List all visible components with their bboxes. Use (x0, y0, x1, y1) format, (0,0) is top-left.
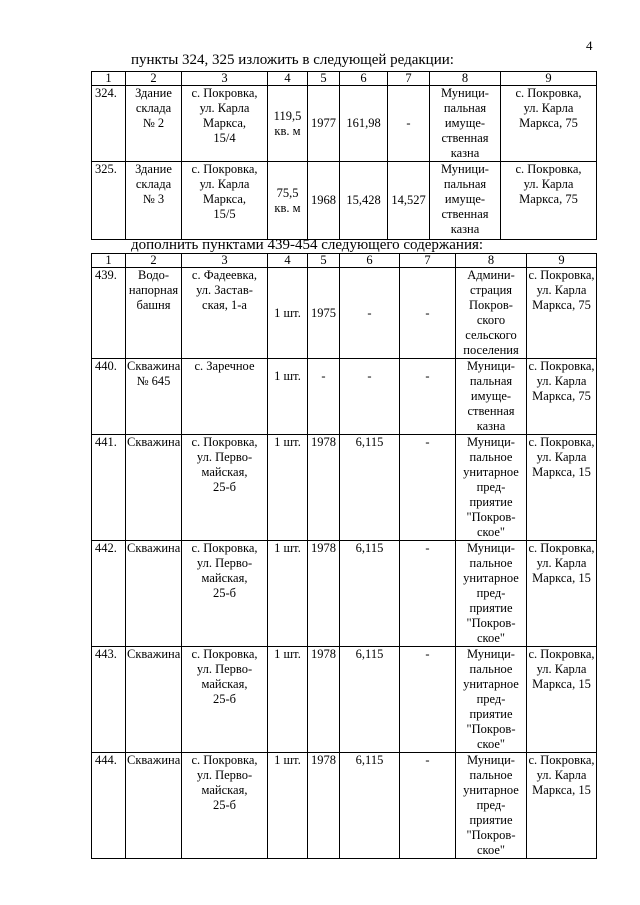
table-row (92, 753, 597, 859)
holder-name-line: ское" (476, 843, 506, 857)
holder-name-line: пред- (476, 798, 506, 812)
object-name (126, 753, 182, 859)
object-name-line: Здание (135, 86, 172, 100)
object-address-line: майская, (201, 465, 248, 479)
column-number: 7 (400, 254, 456, 268)
holder-name-line: ственная (467, 404, 515, 418)
holder-address-line: с. Покровка, (528, 541, 595, 555)
holder-name-line: имуще- (444, 192, 486, 206)
value-col6: 6,115 (340, 541, 400, 647)
holder-name-line: Муници- (467, 647, 515, 661)
holder-name (456, 435, 527, 541)
holder-name-line: страция (469, 283, 513, 297)
object-address-line: с. Заречное (194, 359, 255, 373)
value-col7: - (388, 86, 430, 162)
value-col7: - (400, 541, 456, 647)
holder-name-line: "Покров- (466, 828, 516, 842)
column-number: 1 (92, 72, 126, 86)
quantity (268, 753, 308, 859)
holder-address-line: с. Покровка, (528, 359, 595, 373)
holder-address (527, 268, 597, 359)
holder-address (527, 753, 597, 859)
holder-address (527, 541, 597, 647)
value-col6: - (340, 268, 400, 359)
holder-name-line: ственная (441, 207, 489, 221)
object-address-line: ул. Перво- (196, 768, 253, 782)
table-row (92, 86, 597, 162)
column-number: 7 (388, 72, 430, 86)
table-row (92, 541, 597, 647)
object-name (126, 359, 182, 435)
quantity (268, 86, 308, 162)
holder-name-line: пред- (476, 586, 506, 600)
table-row (92, 647, 597, 753)
holder-name-line: приятие (469, 707, 513, 721)
holder-name-line: Админи- (467, 268, 515, 282)
object-name (126, 435, 182, 541)
quantity (268, 359, 308, 435)
holder-name (456, 541, 527, 647)
holder-name-line: имуще- (470, 389, 512, 403)
quantity-line: 1 шт. (274, 541, 301, 555)
holder-address-line: с. Покровка, (528, 647, 595, 661)
year: 1978 (308, 541, 340, 647)
holder-address-line: ул. Карла (536, 283, 587, 297)
section2-table (91, 253, 597, 859)
holder-name-line: ское" (476, 737, 506, 751)
object-address (182, 753, 268, 859)
object-name-line: Скважина (127, 541, 181, 555)
holder-name-line: "Покров- (466, 616, 516, 630)
year: 1978 (308, 435, 340, 541)
object-address-line: 15/5 (213, 207, 236, 221)
column-number: 4 (268, 254, 308, 268)
object-address-line: майская, (201, 571, 248, 585)
holder-name-line: пальное (469, 450, 513, 464)
holder-address-line: с. Покровка, (528, 753, 595, 767)
holder-name-line: унитарное (463, 465, 519, 479)
holder-name-line: ского (476, 313, 506, 327)
holder-name (456, 753, 527, 859)
holder-address (527, 647, 597, 753)
object-address-line: ул. Перво- (196, 556, 253, 570)
object-name-line: № 3 (142, 192, 165, 206)
column-number: 6 (340, 254, 400, 268)
object-name-line: башня (136, 298, 171, 312)
object-address-line: 25-б (212, 586, 237, 600)
quantity (268, 268, 308, 359)
object-address (182, 541, 268, 647)
holder-name-line: Муници- (441, 86, 489, 100)
holder-address-line: Маркса, 15 (532, 677, 591, 691)
object-name-line: напорная (128, 283, 179, 297)
value-col7: - (400, 435, 456, 541)
holder-name-line: приятие (469, 495, 513, 509)
holder-address (527, 435, 597, 541)
holder-address-line: ул. Карла (536, 374, 587, 388)
table-row (92, 162, 597, 240)
year: 1968 (308, 162, 340, 240)
holder-name (456, 268, 527, 359)
quantity-line: кв. м (274, 200, 301, 215)
year: 1978 (308, 753, 340, 859)
holder-name-line: пальное (469, 662, 513, 676)
year: 1978 (308, 647, 340, 753)
holder-name-line: пальная (443, 101, 487, 115)
object-name-line: склада (135, 101, 172, 115)
holder-name (456, 647, 527, 753)
page-number: 4 (586, 38, 593, 53)
value-col6: 161,98 (340, 86, 388, 162)
holder-address-line: Маркса, 75 (532, 298, 591, 312)
holder-name-line: ственная (441, 131, 489, 145)
holder-address-line: с. Покровка, (528, 268, 595, 282)
value-col7: - (400, 359, 456, 435)
holder-name-line: пред- (476, 480, 506, 494)
holder-address-line: Маркса, 75 (519, 116, 578, 130)
holder-name-line: приятие (469, 813, 513, 827)
holder-name-line: казна (450, 222, 480, 236)
quantity-line: 75,5 (276, 185, 299, 200)
holder-name-line: пальная (443, 177, 487, 191)
object-name-line: склада (135, 177, 172, 191)
object-address-line: ская, 1-а (202, 298, 247, 312)
table-row (92, 268, 597, 359)
section2-heading: дополнить пунктами 439-454 следующего содержания: (131, 237, 484, 253)
object-address (182, 86, 268, 162)
object-name (126, 541, 182, 647)
holder-address-line: Маркса, 15 (532, 571, 591, 585)
object-address-line: с. Покровка, (191, 647, 258, 661)
holder-name-line: казна (476, 419, 506, 433)
object-address-line: ул. Карла (199, 177, 250, 191)
value-col7: 14,527 (388, 162, 430, 240)
quantity (268, 541, 308, 647)
object-address-line: 15/4 (213, 131, 236, 145)
object-address-line: с. Фадеевка, (191, 268, 258, 282)
row-number: 325. (92, 162, 126, 240)
object-name-line: Скважина (127, 435, 181, 449)
holder-name-line: унитарное (463, 677, 519, 691)
object-address-line: с. Покровка, (191, 753, 258, 767)
holder-name-line: сельского (465, 328, 517, 342)
holder-name-line: пред- (476, 692, 506, 706)
column-number: 9 (527, 254, 597, 268)
holder-address-line: Маркса, 75 (519, 192, 578, 206)
row-number: 444. (92, 753, 126, 859)
holder-name-line: унитарное (463, 783, 519, 797)
value-col6: 6,115 (340, 753, 400, 859)
row-number: 443. (92, 647, 126, 753)
year: - (308, 359, 340, 435)
holder-name-line: имуще- (444, 116, 486, 130)
holder-name-line: пальная (469, 374, 513, 388)
object-address-line: с. Покровка, (191, 435, 258, 449)
quantity-line: 1 шт. (274, 369, 301, 383)
value-col7: - (400, 753, 456, 859)
value-col6: - (340, 359, 400, 435)
object-address-line: с. Покровка, (191, 162, 258, 176)
object-address-line: с. Покровка, (191, 541, 258, 555)
row-number: 440. (92, 359, 126, 435)
holder-address-line: ул. Карла (536, 768, 587, 782)
column-number: 3 (182, 254, 268, 268)
holder-address-line: с. Покровка, (515, 162, 582, 176)
year: 1975 (308, 268, 340, 359)
object-address-line: Маркса, (202, 116, 247, 130)
value-col6: 6,115 (340, 435, 400, 541)
object-address-line: 25-б (212, 692, 237, 706)
object-address (182, 359, 268, 435)
column-number: 2 (126, 254, 182, 268)
column-number: 8 (456, 254, 527, 268)
holder-name-line: поселения (463, 343, 519, 357)
holder-name-line: казна (450, 146, 480, 160)
holder-address-line: Маркса, 15 (532, 783, 591, 797)
column-number: 1 (92, 254, 126, 268)
quantity (268, 647, 308, 753)
holder-name-line: ское" (476, 525, 506, 539)
object-address-line: ул. Перво- (196, 662, 253, 676)
object-address-line: ул. Застав- (196, 283, 253, 297)
holder-name-line: Муници- (467, 435, 515, 449)
holder-address-line: ул. Карла (523, 177, 574, 191)
object-address-line: Маркса, (202, 192, 247, 206)
holder-address-line: с. Покровка, (515, 86, 582, 100)
holder-name-line: пальное (469, 556, 513, 570)
holder-address-line: ул. Карла (536, 556, 587, 570)
object-name (126, 647, 182, 753)
holder-address-line: ул. Карла (523, 101, 574, 115)
quantity (268, 162, 308, 240)
holder-name-line: пальное (469, 768, 513, 782)
table-row (92, 359, 597, 435)
holder-name-line: Покров- (469, 298, 513, 312)
object-name-line: Скважина (127, 359, 181, 373)
holder-address-line: с. Покровка, (528, 435, 595, 449)
object-name-line: № 2 (142, 116, 165, 130)
value-col6: 6,115 (340, 647, 400, 753)
holder-address-line: Маркса, 75 (532, 389, 591, 403)
column-number-row (92, 72, 597, 86)
holder-name-line: приятие (469, 601, 513, 615)
object-address-line: майская, (201, 783, 248, 797)
holder-name-line: унитарное (463, 571, 519, 585)
quantity-line: 1 шт. (274, 647, 301, 661)
column-number: 9 (501, 72, 597, 86)
holder-name-line: Муници- (467, 753, 515, 767)
column-number: 3 (182, 72, 268, 86)
holder-name-line: Муници- (467, 359, 515, 373)
holder-name-line: Муници- (467, 541, 515, 555)
object-name-line: № 645 (136, 374, 171, 388)
value-col7: - (400, 268, 456, 359)
holder-name (430, 86, 501, 162)
column-number-row (92, 254, 597, 268)
object-address (182, 647, 268, 753)
year: 1977 (308, 86, 340, 162)
object-address-line: майская, (201, 677, 248, 691)
object-address-line: ул. Перво- (196, 450, 253, 464)
holder-address-line: Маркса, 15 (532, 465, 591, 479)
quantity-line: 1 шт. (274, 753, 301, 767)
object-name-line: Водо- (138, 268, 169, 282)
quantity-line: кв. м (274, 123, 301, 138)
value-col7: - (400, 647, 456, 753)
value-col6: 15,428 (340, 162, 388, 240)
holder-name-line: ское" (476, 631, 506, 645)
quantity-line: 1 шт. (274, 305, 301, 320)
holder-address (501, 162, 597, 240)
object-address-line: с. Покровка, (191, 86, 258, 100)
object-name-line: Здание (135, 162, 172, 176)
object-name-line: Скважина (127, 753, 181, 767)
object-address (182, 268, 268, 359)
section1-table (91, 71, 597, 240)
holder-address-line: ул. Карла (536, 662, 587, 676)
holder-name (456, 359, 527, 435)
holder-name (430, 162, 501, 240)
object-address-line: 25-б (212, 480, 237, 494)
object-address-line: 25-б (212, 798, 237, 812)
row-number: 324. (92, 86, 126, 162)
holder-address-line: ул. Карла (536, 450, 587, 464)
column-number: 6 (340, 72, 388, 86)
row-number: 442. (92, 541, 126, 647)
row-number: 441. (92, 435, 126, 541)
holder-name-line: Муници- (441, 162, 489, 176)
object-name (126, 86, 182, 162)
holder-name-line: "Покров- (466, 722, 516, 736)
column-number: 5 (308, 254, 340, 268)
object-name (126, 162, 182, 240)
holder-address (501, 86, 597, 162)
holder-name-line: "Покров- (466, 510, 516, 524)
quantity-line: 1 шт. (274, 435, 301, 449)
object-address (182, 162, 268, 240)
quantity (268, 435, 308, 541)
object-name (126, 268, 182, 359)
column-number: 8 (430, 72, 501, 86)
object-address-line: ул. Карла (199, 101, 250, 115)
table-row (92, 435, 597, 541)
object-address (182, 435, 268, 541)
row-number: 439. (92, 268, 126, 359)
column-number: 2 (126, 72, 182, 86)
quantity-line: 119,5 (273, 108, 302, 123)
object-name-line: Скважина (127, 647, 181, 661)
holder-address (527, 359, 597, 435)
column-number: 5 (308, 72, 340, 86)
column-number: 4 (268, 72, 308, 86)
section1-heading: пункты 324, 325 изложить в следующей редакции: (131, 52, 454, 68)
